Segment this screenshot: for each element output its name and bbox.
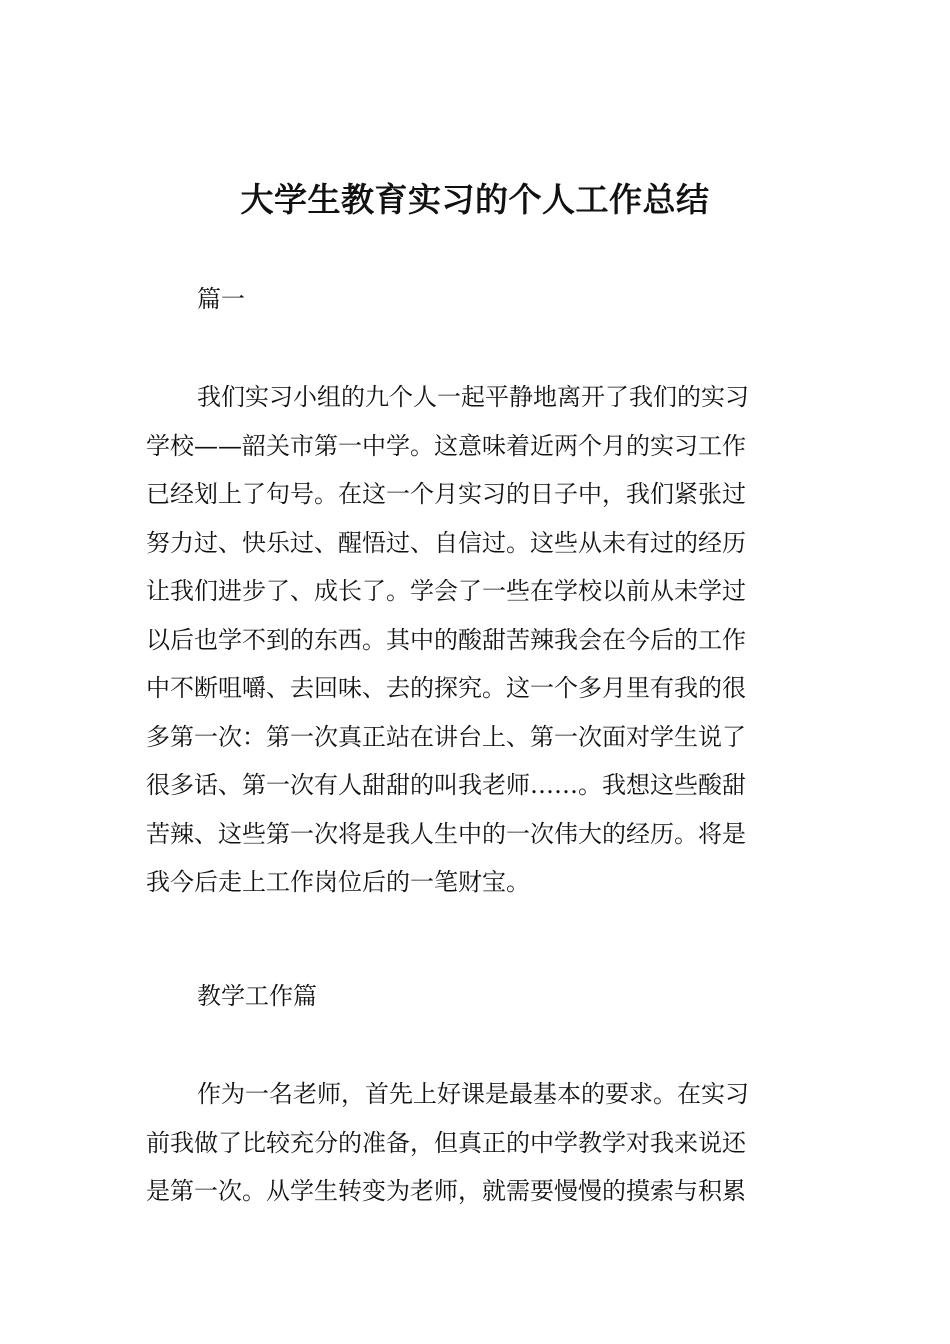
section-heading-teaching-work: 教学工作篇 <box>197 982 317 1010</box>
paragraph-line: 努力过、快乐过、醒悟过、自信过。这些从未有过的经历 <box>146 528 746 557</box>
paragraph-line: 前我做了比较充分的准备，但真正的中学教学对我来说还 <box>146 1128 746 1157</box>
paragraph-line: 学校——韶关市第一中学。这意味着近两个月的实习工作 <box>146 431 746 460</box>
paragraph-line: 以后也学不到的东西。其中的酸甜苦辣我会在今后的工作 <box>146 625 746 654</box>
section-heading-part-one: 篇一 <box>197 285 245 313</box>
paragraph-line: 已经划上了句号。在这一个月实习的日子中，我们紧张过 <box>146 480 746 508</box>
paragraph-line: 多第一次：第一次真正站在讲台上、第一次面对学生说了 <box>146 722 746 751</box>
paragraph-line: 我今后走上工作岗位后的一笔财宝。 <box>146 868 530 896</box>
paragraph-line: 很多话、第一次有人甜甜的叫我老师……。我想这些酸甜 <box>146 771 746 799</box>
paragraph-line: 苦辣、这些第一次将是我人生中的一次伟大的经历。将是 <box>146 819 746 848</box>
paragraph-line: 是第一次。从学生转变为老师，就需要慢慢的摸索与积累 <box>146 1177 746 1205</box>
paragraph-line: 作为一名老师，首先上好课是最基本的要求。在实习 <box>197 1080 749 1108</box>
paragraph-intro <box>146 373 806 907</box>
paragraph-line: 我们实习小组的九个人一起平静地离开了我们的实习 <box>197 383 749 411</box>
paragraph-teaching <box>146 1070 806 1216</box>
document-title: 大学生教育实习的个人工作总结 <box>240 180 710 219</box>
paragraph-line: 中不断咀嚼、去回味、去的探究。这一个多月里有我的很 <box>146 674 746 702</box>
paragraph-line: 让我们进步了、成长了。学会了一些在学校以前从未学过 <box>146 577 746 605</box>
